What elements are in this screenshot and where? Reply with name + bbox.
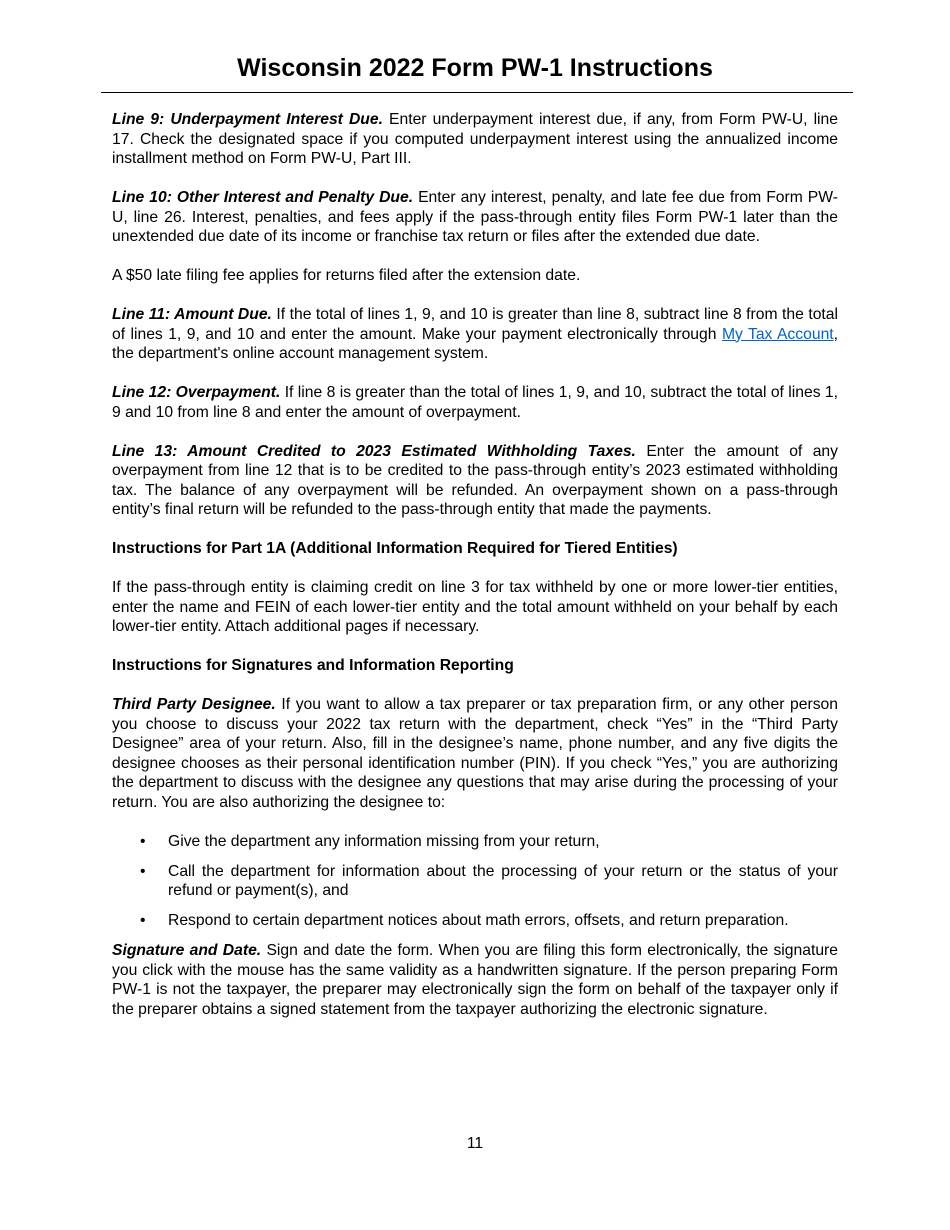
line12-text: If line 8 is greater than the total of lines 1, 9, and 10, subtract the total of lines 1, 9 and 10 from line 8 and enter the amount of overpayment. (112, 384, 839, 421)
list-item (112, 911, 838, 931)
signature-date-text: Sign and date the form. When you are filing this form electronically, the signature you click with the mouse has the same validity as a handwritten signature. If the person preparing Form PW-1 is not the taxpayer, the preparer may electronically sign the form on behalf of the taxpayer only if the preparer obtains a signed statement from the taxpayer authorizing the electronic signature. (112, 942, 838, 1018)
line9-label: Line 9: Underpayment Interest Due. (112, 111, 383, 128)
third-party-label: Third Party Designee. (112, 696, 276, 713)
third-party-text: If you want to allow a tax preparer or tax preparation firm, or any other person you choose to discuss your 2022 tax return with the department, check “Yes” in the “Third Party Designee” area of your return. Also, fill in the designee’s name, phone number, and any five digits the designee chooses as their personal identification number (PIN). If you check “Yes,” you are authorizing the department to discuss with the designee any questions that may arise during the processing of your return. You are also authorizing the designee to: (112, 696, 838, 811)
line11-paragraph (112, 305, 838, 364)
bullet-icon: • (140, 832, 146, 850)
line9-paragraph (112, 110, 838, 169)
line10-text: Enter any interest, penalty, and late fee due from Form PW-U, line 26. Interest, penalties, and fees apply if the pass-through entity files Form PW-1 later than the unextended due date of its income or franchise tax return or files after the extended due date. (112, 189, 838, 245)
designee-authorization-list (112, 832, 838, 931)
line12-label: Line 12: Overpayment. (112, 384, 281, 401)
part1a-paragraph: If the pass-through entity is claiming credit on line 3 for tax withheld by one or more lower-tier entities, enter the name and FEIN of each lower-tier entity and the total amount withheld on your behalf by each lower-tier entity. Attach additional pages if necessary. (112, 579, 838, 635)
bullet-icon: • (140, 862, 146, 880)
list-item-text: Give the department any information missing from your return, (168, 832, 600, 850)
title-divider (101, 92, 853, 93)
line11-text-end: , the department's online account management system. (112, 325, 839, 362)
line11-text: If the total of lines 1, 9, and 10 is greater than line 8, subtract line 8 from the total of lines 1, 9, and 10 and enter the amount. Make your payment electronically through (112, 306, 838, 343)
line13-label: Line 13: Amount Credited to 2023 Estimated Withholding Taxes. (112, 442, 636, 460)
document-body (112, 110, 838, 1039)
page-number: 11 (466, 1135, 484, 1152)
list-item (112, 862, 838, 901)
bullet-icon: • (140, 912, 146, 929)
list-item (112, 832, 838, 852)
line13-text: Enter the amount of any overpayment from line 12 that is to be credited to the pass-through entity’s 2023 estimated withholding tax. The balance of any overpayment will be refunded. An overpayment shown on a pass-through entity’s final return will be refunded to the pass-through entity that made the payments. (112, 442, 838, 518)
line10-label: Line 10: Other Interest and Penalty Due. (112, 189, 414, 206)
signature-date-label: Signature and Date. (112, 942, 262, 959)
my-tax-account-link[interactable]: My Tax Account (721, 325, 834, 343)
list-item-text: Respond to certain department notices about math errors, offsets, and return preparation. (168, 912, 789, 929)
late-fee-paragraph: A $50 late filing fee applies for returns filed after the extension date. (112, 267, 581, 284)
line13-paragraph (112, 442, 838, 520)
line11-label: Line 11: Amount Due. (112, 306, 272, 323)
line12-paragraph (112, 383, 838, 422)
signature-date-paragraph (112, 941, 838, 1019)
signatures-heading: Instructions for Signatures and Information Reporting (112, 657, 514, 674)
line10-paragraph (112, 188, 838, 247)
part1a-heading: Instructions for Part 1A (Additional Information Required for Tiered Entities) (112, 540, 678, 557)
page-title: Wisconsin 2022 Form PW-1 Instructions (237, 54, 713, 82)
line9-text: Enter underpayment interest due, if any, from Form PW-U, line 17. Check the designated space if you computed underpayment interest using the annualized income installment method on Form PW-U, Part III. (112, 111, 838, 167)
list-item-text: Call the department for information about the processing of your return or the status of your refund or payment(s), and (168, 862, 838, 899)
third-party-paragraph (112, 695, 838, 812)
